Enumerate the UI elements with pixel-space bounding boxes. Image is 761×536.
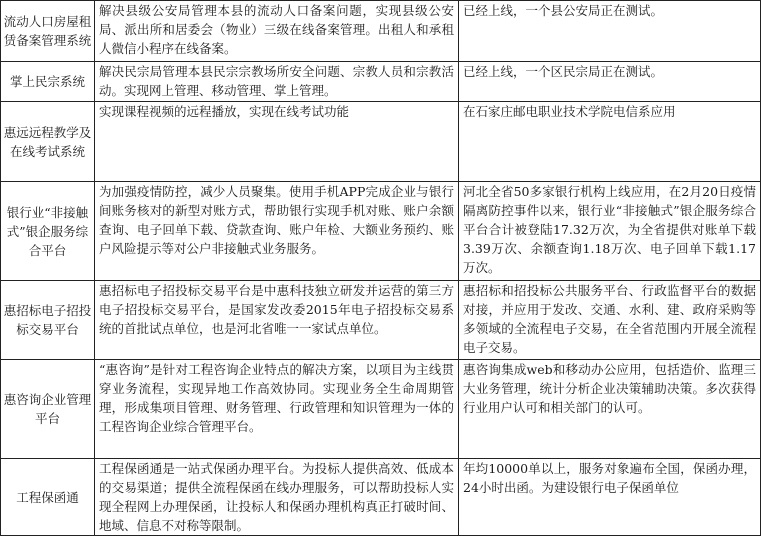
system-description: 解决民宗局管理本县民宗宗教场所安全问题、宗教人员和宗教活动。实现网上管理、移动管理、掌上管理。 xyxy=(95,62,459,102)
system-description: “惠咨询”是针对工程咨询企业特点的解决方案，以项目为主线贯穿业务流程，实现异地工作高效协同。实现业务全生命周期管理，形成集项目管理、财务管理、行政管理和知识管理为一体的工程咨询企业综合管理平台。 xyxy=(95,360,459,459)
system-status: 年均10000单以上，服务对象遍布全国，保函办理，24小时出函。为建设银行电子保函单位 xyxy=(459,459,761,536)
system-name: 惠咨询企业管理平台 xyxy=(1,360,95,459)
table-row xyxy=(1,459,761,536)
system-status: 已经上线，一个区民宗局正在测试。 xyxy=(459,62,761,102)
system-description: 解决县级公安局管理本县的流动人口备案问题，实现县级公安局、派出所和居委会（物业）三级在线备案管理。出租人和承租人微信小程序在线备案。 xyxy=(95,1,459,62)
system-name: 流动人口房屋租赁备案管理系统 xyxy=(1,1,95,62)
table-row xyxy=(1,102,761,182)
system-status: 河北全省50多家银行机构上线应用，在2月20日疫情隔离防控事件以来，银行业“非接触式”银企服务综合平台合计被登陆17.32万次，为全省提供对账单下载3.39万次、余额查询1.18万次、电子回单下载1.17万次。 xyxy=(459,182,761,281)
system-name: 惠远远程教学及在线考试系统 xyxy=(1,102,95,182)
system-status: 在石家庄邮电职业技术学院电信系应用 xyxy=(459,102,761,182)
system-status: 已经上线，一个县公安局正在测试。 xyxy=(459,1,761,62)
table-row xyxy=(1,62,761,102)
table-row xyxy=(1,1,761,62)
system-description: 工程保函通是一站式保函办理平台。为投标人提供高效、低成本的交易渠道；提供全流程保函在线办理服务，可以帮助投标人实现全程网上办理保函，让投标人和保函办理机构真正打破时间、地域、信息不对称等限制。 xyxy=(95,459,459,536)
system-name: 惠招标电子招投标交易平台 xyxy=(1,281,95,360)
table-row xyxy=(1,182,761,281)
system-description: 实现课程视频的远程播放，实现在线考试功能 xyxy=(95,102,459,182)
system-description: 惠招标电子招投标交易平台是中惠科技独立研发并运营的第三方电子招投标交易平台，是国家发改委2015年电子招投标交易系统的首批试点单位，也是河北省唯一一家试点单位。 xyxy=(95,281,459,360)
system-name: 掌上民宗系统 xyxy=(1,62,95,102)
system-description: 为加强疫情防控，减少人员聚集。使用手机APP完成企业与银行间账务核对的新型对账方式，帮助银行实现手机对账、账户余额查询、电子回单下载、贷款查询、账户年检、大额业务预约、账户风险提示等对公户非接触式业务服务。 xyxy=(95,182,459,281)
table-row xyxy=(1,360,761,459)
system-name: 银行业“非接触式”银企服务综合平台 xyxy=(1,182,95,281)
system-name: 工程保函通 xyxy=(1,459,95,536)
table-row xyxy=(1,281,761,360)
system-status: 惠咨询集成web和移动办公应用，包括造价、监理三大业务管理，统计分析企业决策辅助决策。多次获得行业用户认可和相关部门的认可。 xyxy=(459,360,761,459)
system-status: 惠招标和招投标公共服务平台、行政监督平台的数据对接，并应用于发改、交通、水利、建、政府采购等多领域的全流程电子交易，在全省范围内开展全流程电子交易。 xyxy=(459,281,761,360)
